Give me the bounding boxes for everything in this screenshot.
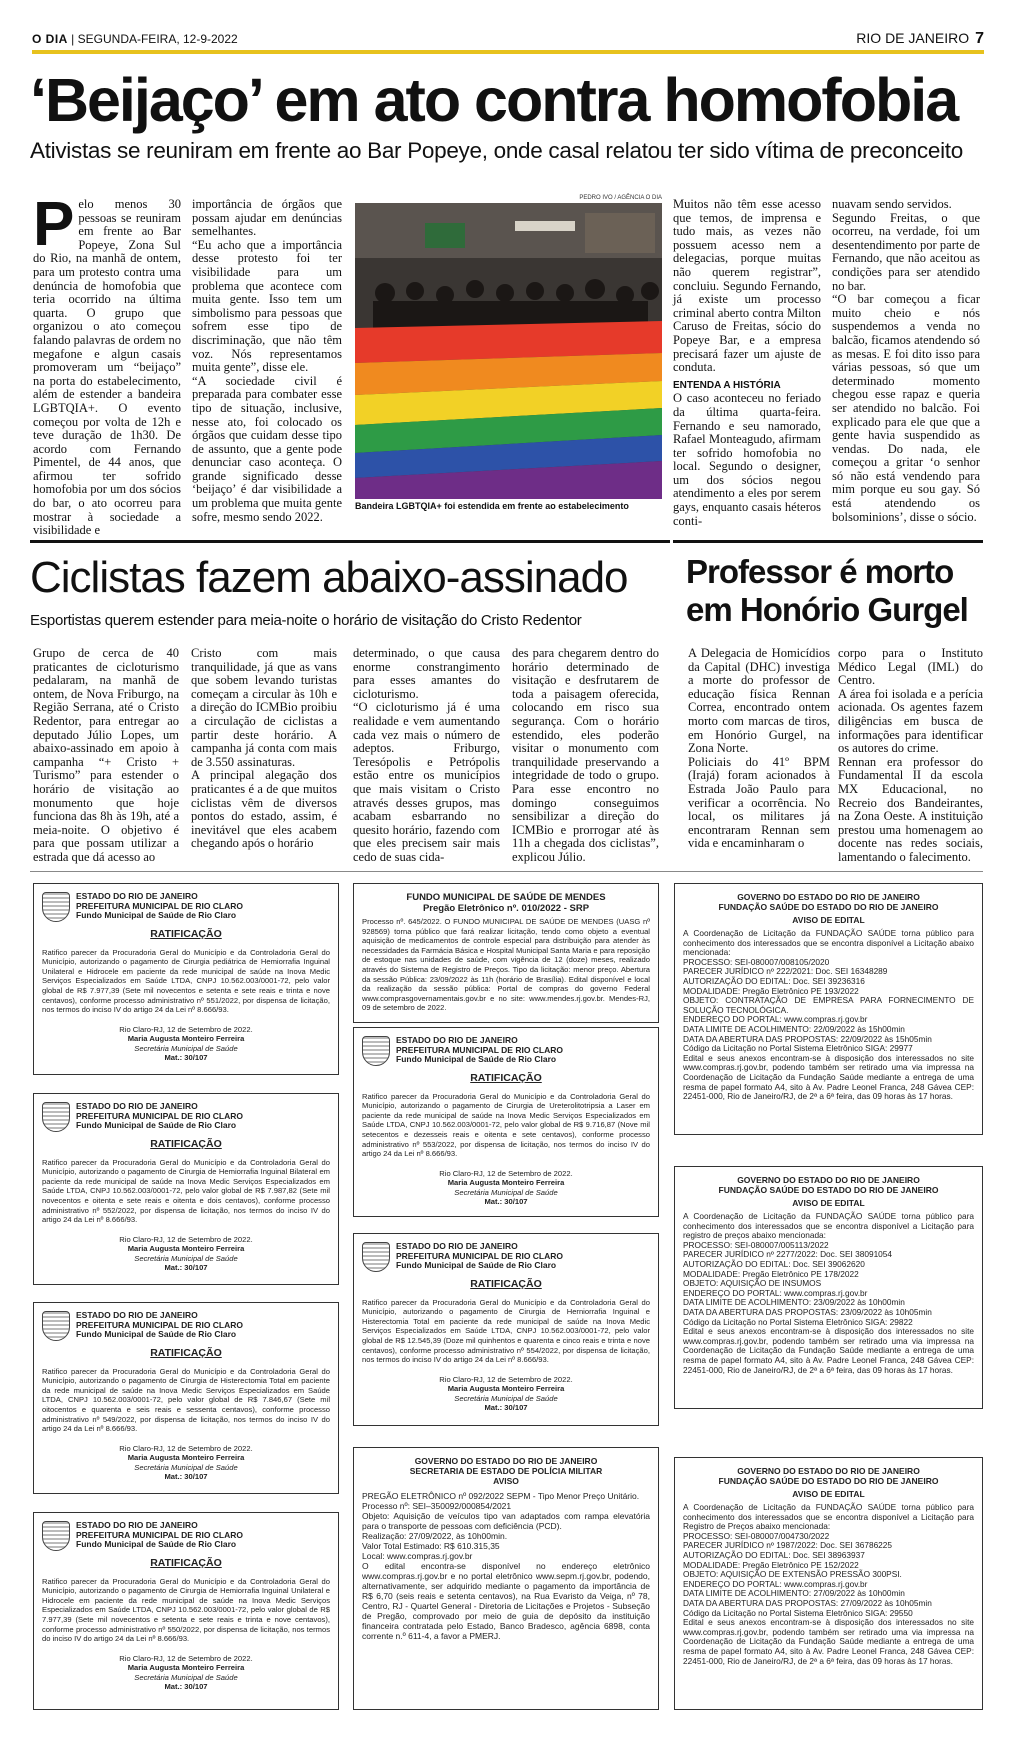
- story3-column-1: A Delegacia de Homicídios da Capital (DHC) investiga a morte do professor de educação física Rennan Correa, encontrado ontem morto com marcas de tiros, em Honório Gurgel, na Zona Norte. Policiais do 41º BPM (Irajá) foram acionados à Estrada João Paulo para verificar a ocorrência. No local, os militares já encontraram Rennan sem vida e encaminharam o: [688, 646, 830, 851]
- ad-signature: Rio Claro-RJ, 12 de Setembro de 2022. Maria Augusta Monteiro Ferreira Secretária Municipal de Saúde Mat.: 30/107: [119, 1653, 253, 1692]
- page-header: O DIA | SEGUNDA-FEIRA, 12-9-2022 RIO DE JANEIRO 7: [32, 30, 984, 54]
- ad-signature: Rio Claro-RJ, 12 de Setembro de 2022. Maria Augusta Monteiro Ferreira Secretária Municipal de Saúde Mat.: 30/107: [119, 1443, 253, 1482]
- ad-header-line: ESTADO DO RIO DE JANEIRO: [396, 1241, 518, 1251]
- ad-title: RATIFICAÇÃO: [470, 1072, 542, 1084]
- ad-subtitle: Pregão Eletrônico nº. 010/2022 - SRP: [422, 903, 590, 914]
- ad-body: Ratifico parecer da Procuradoria Geral do Município e da Controladoria Geral do Município, autorizando o pagamento de Cirurgia de Hemiorrafia Inguinal Bilateral em paciente da rede municipal de saúde na Inova Medic Serviços Especializados em Saúde LTDA, CNPJ 10.562.003/0001-72, pelo valor global de R$ 7.987,82 (Sete mil novecentos e oitenta e sete reais e oitenta e dois centavos), conforme processo administrativo nº 552/2022, por dispensa de licitação, nos termos do inciso IV do artigo 24 da Lei nº 8.666/93.: [42, 1157, 330, 1225]
- ad-body: Processo nº. 645/2022. O FUNDO MUNICIPAL DE SAÚDE DE MENDES (UASG nº 928569) torna público que fará realizar licitação, tendo como objeto a eventual aquisição de medicamentos de controle especial para distribuição para atender às necessidades da Farmácia Básica e Hospital Municipal Santa Maria e para reposição de estoque nas unidades de saúde, com vigência de 12 (doze) meses, realizado através do Sistema de Registro de Preços. Tipo da licitação: menor preço. Abertura da sessão Pública: 23/09/2022 às 11h (horário de Brasília). Edital disponível e local da realização da sessão pública: Portal de compras do governo Federal www.comprasgovernamentais.gov.br e no site: www.mendes.rj.gov.br. Mendes-RJ, 09 de setembro de 2022.: [362, 917, 650, 1013]
- ad-title: AVISO DE EDITAL: [792, 915, 865, 925]
- coat-of-arms-icon: [362, 1036, 390, 1066]
- drop-cap: P: [33, 190, 75, 259]
- story1-column-4: nuavam sendo servidos. Segundo Freitas, o que ocorreu, na verdade, foi um desentendimento por parte de Fernando, que não aceitou as condições para ser atendido no bar. “O bar começou a ficar muito cheio e nós suspendemos a venda no balcão, ficamos atendendo só as mesas. E foi dito isso para várias pessoas, só que um determinado momento chegou esse rapaz e queria ser atendido no balcão. Foi explicado para ele que que a gente havia suspendido as vendas. Do nada, ele começou a gritar ‘o senhor só não está vendendo para mim porque eu sou gay. Só está atendendo os bolsominions’, disse o sócio.: [832, 197, 980, 524]
- ad-header-line: GOVERNO DO ESTADO DO RIO DE JANEIRO: [737, 1466, 920, 1476]
- story3-title: Professor é morto em Honório Gurgel: [686, 553, 968, 628]
- brand-name: O DIA: [32, 32, 68, 46]
- ad-body: Ratifico parecer da Procuradoria Geral do Município e da Controladoria Geral do Município, autorizando o pagamento de Cirurgia de Herniorrafia Inguinal e Histerectomia Total em paciente da rede municipal de saúde na Inova Medic Serviços Especializados em Saúde LTDA, CNPJ 10.562.003/0001-72, pelo valor global de R$ 12.545,39 (Doze mil quinhentos e quarenta e cinco reais e trinta e nove centavos), conforme processo administrativo nº 554/2022, por dispensa de licitação, nos termos do inciso IV do artigo 24 da Lei nº 8.666/93.: [362, 1297, 650, 1365]
- story1-column-1: [33, 190, 181, 538]
- ad-header-line: ESTADO DO RIO DE JANEIRO: [76, 1520, 198, 1530]
- ad-header-line: GOVERNO DO ESTADO DO RIO DE JANEIRO: [737, 892, 920, 902]
- ad-header-line: ESTADO DO RIO DE JANEIRO: [76, 891, 198, 901]
- story2-column-2: Cristo com mais tranquilidade, já que as vans que sobem levando turistas começam a circular às 10h e a direção do ICMBio proibiu a circulação de ciclistas a partir deste horário. A campanha já conta com mais de 3.550 assinaturas. A principal alegação dos praticantes é a de que muitos ciclistas vêm de diversos pontos do estado, assim, é inevitável que eles acabem chegando após o horário: [191, 646, 337, 851]
- story2-column-1: Grupo de cerca de 40 praticantes de cicloturismo pedalaram, na manhã de ontem, de Nova Friburgo, na Região Serrana, até o Cristo Redentor, para entregar ao deputado Júlio Lopes, um abaixo-assinado em apoio à campanha “+ Cristo + Turismo” para estender o horário de visitação ao monumento que hoje funciona das 8h às 19h, até a meia-noite. O objetivo é para que possam utilizar a estrada que dá acesso ao: [33, 646, 179, 864]
- ad-header-line: ESTADO DO RIO DE JANEIRO: [76, 1310, 198, 1320]
- ad-title: FUNDO MUNICIPAL DE SAÚDE DE MENDES: [406, 892, 606, 903]
- header-date: SEGUNDA-FEIRA, 12-9-2022: [77, 32, 238, 46]
- ad-rio-claro-3: [33, 1302, 339, 1494]
- ad-header-line: Fundo Municipal de Saúde de Rio Claro: [76, 1329, 237, 1339]
- ad-header-line: SECRETARIA DE ESTADO DE POLÍCIA MILITAR: [409, 1466, 603, 1476]
- page-number: 7: [975, 30, 984, 47]
- story1-column-2: importância de órgãos que possam ajudar em denúncias semelhantes. “Eu acho que a importância desse protesto foi ter visibilidade para um problema que acontece com muita gente. Isso tem um simbolismo para pessoas que sofrem esse tipo de discriminação, que não têm voz. Nós representamos muita gente”, disse ele. “A sociedade civil é preparada para combater esse tipo de situação, inclusive, nesse ato, foi colocado os órgãos que cuidam desse tipo de assunto, que a gente pode denunciar caso aconteça. O grande significado desse ‘beijaço’ é dar visibilidade a um problema que muita gente sofre, mesmo sendo 2022.: [192, 197, 342, 524]
- ad-body: A Coordenação de Licitação da FUNDAÇÃO SAÚDE torna público para conhecimento dos interessados que se encontra disponível a Licitação para registro de preços abaixo mencionada: PROCESSO: SEI-080007/005113/2022 PARECER JURÍDICO nº 2277/2022: Doc. SEI 38091054 AUTORIZAÇÃO DO EDITAL: Doc. SEI 39062620 MODALIDADE: Pregão Eletrônico PE 178/2022 OBJETO: AQUISIÇÃO DE INSUMOS ENDEREÇO DO PORTAL: www.compras.rj.gov.br DATA LIMITE DE ACOLHIMENTO: 23/09/2022 às 10h00min DATA DA ABERTURA DAS PROPOSTAS: 23/09/2022 às 10h05min Código da Licitação no Portal Sistema Eletrônico SIGA: 29822 Edital e seus anexos encontram-se à disposição dos interessados no site www.compras.rj.gov.br, podendo também ser retirado uma via impressa na Coordenação de Licitação da Fundação Saúde mediante a entrega de uma resma de papel formato A4, sito à Av. Padre Leonel Franca, 248 Gávea CEP: 22451-000, Rio de Janeiro/RJ, de 2ª a 6ª feira, das 09 horas às 17 horas.: [683, 1211, 974, 1375]
- section-name: RIO DE JANEIRO: [856, 30, 970, 46]
- ad-header-line: FUNDAÇÃO SAÚDE DO ESTADO DO RIO DE JANEIRO: [718, 1185, 939, 1195]
- ad-header-line: Fundo Municipal de Saúde de Rio Claro: [396, 1054, 557, 1064]
- ad-title: AVISO DE EDITAL: [792, 1198, 865, 1208]
- ad-body: Ratifico parecer da Procuradoria Geral do Município e da Controladoria Geral do Município, autorizando o pagamento de Cirurgia de Histerectomia Total em paciente da rede municipal de saúde na Inova Medic Serviços Especializados em Saúde LTDA, CNPJ 10.562.003/0001-72, pelo valor global de R$ 7.846,67 (Sete mil oitocentos e quarenta e seis reais e sessenta centavos), conforme processo administrativo nº 549/2022, por dispensa de licitação, nos termos do inciso IV do artigo 24 da Lei nº 8.666/93.: [42, 1366, 330, 1434]
- story2-column-3: determinado, o que causa enorme constrangimento para esses amantes do cicloturismo. “O cicloturismo já é uma realidade e vem aumentando cada vez mais o número de adeptos. Friburgo, Teresópolis e Petrópolis estão entre os municípios que mais visitam o Cristo através desses grupos, mas acabam esbarrando no quesito horário, fazendo com que eles precisem sair mais cedo de suas cida-: [353, 646, 500, 864]
- ad-title: RATIFICAÇÃO: [150, 1347, 222, 1359]
- story1-subtitle: Ativistas se reuniram em frente ao Bar Popeye, onde casal relatou ter sido vítima de preconceito: [30, 138, 963, 163]
- ad-header-line: PREFEITURA MUNICIPAL DE RIO CLARO: [76, 1319, 244, 1330]
- coat-of-arms-icon: [42, 1102, 70, 1132]
- ad-header-line: Fundo Municipal de Saúde de Rio Claro: [76, 910, 237, 920]
- ad-policia-militar: [353, 1447, 659, 1710]
- ad-title: RATIFICAÇÃO: [470, 1278, 542, 1290]
- ad-header-line: GOVERNO DO ESTADO DO RIO DE JANEIRO: [414, 1456, 598, 1466]
- ad-title: AVISO: [493, 1476, 519, 1486]
- ad-header-line: PREFEITURA MUNICIPAL DE RIO CLARO: [76, 900, 244, 911]
- photo-caption: Bandeira LGBTQIA+ foi estendida em frente ao estabelecimento: [355, 501, 629, 511]
- story1-col3-text-a: Muitos não têm esse acesso que temos, de imprensa e tudo mais, as vezes não possuem acesso nem a delegacias, porque muitas não querem registrar”, concluiu. Segundo Fernando, já existe um processo criminal aberto contra Milton Caruso de Freitas, sócio do Popeye Bar, e a empresa precisará fazer um ajuste de conduta.: [673, 197, 821, 375]
- ad-body: A Coordenação de Licitação da FUNDAÇÃO SAÚDE torna público para conhecimento dos interessados que se encontra disponível a Licitação para Registro de Preços abaixo mencionada: PROCESSO: SEI-080007/004730/2022 PARECER JURÍDICO nº 1987/2022: Doc. SEI 36786225 AUTORIZAÇÃO DO EDITAL: Doc. SEI 38963937 MODALIDADE: Pregão Eletrônico PE 152/2022 OBJETO: AQUISIÇÃO DE EXTENSÃO PRESSÃO 300PSI. ENDEREÇO DO PORTAL: www.compras.rj.gov.br DATA LIMITE DE ACOLHIMENTO: 27/09/2022 às 10h00min DATA DA ABERTURA DAS PROPOSTAS: 27/09/2022 às 10h05min Código da Licitação no Portal Sistema Eletrônico SIGA: 29550 Edital e seus anexos encontram-se à disposição dos interessados no site www.compras.rj.gov.br, podendo também ser retirado uma via impressa na Coordenação de Licitação da Fundação Saúde mediante a entrega de uma resma de papel formato A4, sito à Av. Padre Leonel Franca, 248 Gávea CEP: 22451-000, Rio de Janeiro/RJ, de 2ª a 6ª feira, das 09 horas às 17 horas.: [683, 1502, 974, 1666]
- ad-rio-claro-2: [33, 1093, 339, 1285]
- story2-subtitle: Esportistas querem estender para meia-noite o horário de visitação do Cristo Redentor: [30, 612, 582, 629]
- ad-signature: Rio Claro-RJ, 12 de Setembro de 2022. Maria Augusta Monteiro Ferreira Secretária Municipal de Saúde Mat.: 30/107: [439, 1374, 573, 1413]
- ad-title: AVISO DE EDITAL: [792, 1489, 865, 1499]
- story1-column-3: [673, 197, 821, 528]
- ads-divider: [30, 871, 983, 872]
- story1-subhead: ENTENDA A HISTÓRIA: [673, 379, 781, 391]
- ad-header-line: ESTADO DO RIO DE JANEIRO: [396, 1035, 518, 1045]
- ad-rio-claro-6: [353, 1233, 659, 1426]
- story2-title: Ciclistas fazem abaixo-assinado: [30, 553, 628, 602]
- ad-header-line: PREFEITURA MUNICIPAL DE RIO CLARO: [76, 1529, 244, 1540]
- ad-rio-claro-1: [33, 883, 339, 1075]
- coat-of-arms-icon: [362, 1242, 390, 1272]
- ad-header-line: Fundo Municipal de Saúde de Rio Claro: [76, 1120, 237, 1130]
- coat-of-arms-icon: [42, 1521, 70, 1551]
- ad-body: A Coordenação de Licitação da FUNDAÇÃO SAÚDE torna público para conhecimento dos interessados que se encontra disponível a Licitação abaixo mencionada: PROCESSO: SEI-080007/008105/2020 PARECER JURÍDICO nº 222/2021: Doc. SEI 16348289 AUTORIZAÇÃO DO EDITAL: Doc. SEI 39236316 MODALIDADE: Pregão Eletrônico PE 193/2022 OBJETO: CONTRATAÇÃO DE EMPRESA PARA FORNECIMENTO DE SOLUÇÃO TECNOLÓGICA. ENDEREÇO DO PORTAL: www.compras.rj.gov.br DATA LIMITE DE ACOLHIMENTO: 22/09/2022 às 15h00min DATA DA ABERTURA DAS PROPOSTAS: 22/09/2022 às 15h05min Código da Licitação no Portal Sistema Eletrônico SIGA: 29977 Edital e seus anexos encontram-se à disposição dos interessados no site www.compras.rj.gov.br, podendo também ser retirado uma via impressa na Coordenação de Licitação da Fundação Saúde mediante a entrega de uma resma de papel formato A4, sito à Av. Padre Leonel Franca, 248 Gávea CEP: 22451-000, Rio de Janeiro/RJ, de 2ª a 6ª feira, das 09 horas às 17 horas.: [683, 928, 974, 1102]
- ad-body: Ratifico parecer da Procuradoria Geral do Município e da Controladoria Geral do Município, autorizando o pagamento de Cirurgia de Ureterolitotripsia a Laser em paciente da rede municipal de saúde na Inova Medic Serviços Especializados em Saúde LTDA, CNPJ 10.562.003/0001-72, pelo valor global de R$ 9.716,87 (Nove mil setecentos e dezesseis reais e oitenta e sete centavos), conforme processo administrativo nº 553/2022, por dispensa de licitação, nos termos do inciso IV do artigo 24 da Lei nº 8.666/93.: [362, 1091, 650, 1159]
- ad-header-line: PREFEITURA MUNICIPAL DE RIO CLARO: [76, 1110, 244, 1121]
- story3-column-2: corpo para o Instituto Médico Legal (IML) do Centro. A área foi isolada e a perícia acionada. Os agentes fazem diligências em busca de informações para identificar os autores do crime. Rennan era professor do Fundamental II da escola MX Educacional, no Recreio dos Bandeirantes, na Zona Oeste. A instituição prestou uma homenagem ao docente nas redes sociais, lamentando o falecimento.: [838, 646, 983, 864]
- ad-rio-claro-4: [33, 1512, 339, 1710]
- ad-body: PREGÃO ELETRÔNICO nº 092/2022 SEPM - Tipo Menor Preço Unitário. Processo nº: SEI–350092/000854/2021 Objeto: Aquisição de veículos tipo van adaptados com rampa elevatória para o transporte de pessoas com deficiência (PCD). Realização: 27/09/2022, às 10h00min. Valor Total Estimado: R$ 610.315,35 Local: www.compras.rj.gov.br O edital encontra-se disponível no endereço eletrônico www.compras.rj.gov.br e no portal eletrônico www.sepm.rj.gov.br, podendo, alternativamente, ser adquirido mediante o pagamento da importância de R$ 6,70 (seis reais e setenta centavos), na Rua Evaristo da Veiga, nº 78, Centro, RJ - Quartel General - Diretoria de Licitações e Projetos - Subseção de Pregão, comprovado por meio de guia de depósito da instituição financeira contratada pelo Estado, Banco Bradesco, agência 6898, conta corrente n.º 611-4, a favor a PMERJ.: [362, 1491, 650, 1641]
- ad-header-line: ESTADO DO RIO DE JANEIRO: [76, 1101, 198, 1111]
- story1-photo: [355, 195, 662, 511]
- ad-signature: Rio Claro-RJ, 12 de Setembro de 2022. Maria Augusta Monteiro Ferreira Secretária Municipal de Saúde Mat.: 30/107: [119, 1024, 253, 1063]
- ad-fundacao-saude-2: [674, 1166, 983, 1409]
- ad-body: Ratifico parecer da Procuradoria Geral do Município e da Controladoria Geral do Município, autorizando o pagamento de Cirurgia pediátrica de Hemiorrafia Inguinal Unilateral e Hidrocele em paciente da rede municipal de saúde na Inova Medic Serviços Especializados em Saúde LTDA, CNPJ 10.562.003/0001-72, pelo valor global de R$ 7.977,39 (Sete mil novecentos e setenta e sete reais e trinta e nove centavos), conforme processo administrativo nº 551/2022, por dispensa de licitação, nos termos do inciso IV do artigo 24 da Lei nº 8.666/93.: [42, 947, 330, 1015]
- ad-header-line: Fundo Municipal de Saúde de Rio Claro: [396, 1260, 557, 1270]
- coat-of-arms-icon: [42, 892, 70, 922]
- ad-body: Ratifico parecer da Procuradoria Geral do Município e da Controladoria Geral do Município, autorizando o pagamento de Cirurgia de Hemiorrafia Inguinal Unilateral e Hidrocele em paciente da rede municipal de saúde na Inova Medic Serviços Especializados em Saúde LTDA, CNPJ 10.562.003/0001-72, pelo valor global de R$ 7.977,39 (Sete mil novecentos e setenta e sete reais e trinta e nove centavos), conforme processo administrativo nº 550/2022, por dispensa de licitação, nos termos do inciso IV do artigo 24 da Lei nº 8.666/93.: [42, 1576, 330, 1644]
- divider-rule: [30, 540, 670, 543]
- ad-header-line: PREFEITURA MUNICIPAL DE RIO CLARO: [396, 1250, 564, 1261]
- ad-header-line: PREFEITURA MUNICIPAL DE RIO CLARO: [396, 1044, 564, 1055]
- rainbow-flag-photo: [355, 203, 662, 499]
- ad-title: RATIFICAÇÃO: [150, 928, 222, 940]
- ad-header-line: FUNDAÇÃO SAÚDE DO ESTADO DO RIO DE JANEIRO: [718, 1476, 939, 1486]
- ad-mendes: [353, 883, 659, 1023]
- story1-col3-text-b: O caso aconteceu no feriado da última quarta-feira. Fernando e seu namorado, Rafael Monteagudo, afirmam ter sofrido homofobia no local. Segundo o designer, um dos sócios negou atendimento a eles por serem gays, enquanto casais héteros conti-: [673, 391, 821, 528]
- ad-header-line: FUNDAÇÃO SAÚDE DO ESTADO DO RIO DE JANEIRO: [718, 902, 939, 912]
- ad-rio-claro-5: [353, 1027, 659, 1217]
- ad-signature: Rio Claro-RJ, 12 de Setembro de 2022. Maria Augusta Monteiro Ferreira Secretária Municipal de Saúde Mat.: 30/107: [119, 1234, 253, 1273]
- story1-col1-text: elo menos 30 pessoas se reuniram em frente ao Bar Popeye, Zona Sul do Rio, na manhã de ontem, para um protesto contra uma denúncia de homofobia que teria ocorrido na última quarta. O grupo que organizou o ato começou falando palavras de ordem no megafone e algun casais promoveram um “beijaço” na porta do estabelecimento, além de estender a bandeira LGBTQIA+. O evento começou por volta de 12h e teve duração de 1h30. De acordo com Fernando Pimentel, de 44 anos, que afirmou ter sofrido homofobia por um dos sócios do bar, o ato ocorreu para mostrar à sociedade a visibilidade e: [33, 197, 181, 538]
- ad-signature: Rio Claro-RJ, 12 de Setembro de 2022. Maria Augusta Monteiro Ferreira Secretária Municipal de Saúde Mat.: 30/107: [439, 1168, 573, 1207]
- photo-credit: PEDRO IVO / AGÊNCIA O DIA: [579, 195, 662, 201]
- coat-of-arms-icon: [42, 1311, 70, 1341]
- ad-fundacao-saude-1: [674, 883, 983, 1135]
- ad-header-line: GOVERNO DO ESTADO DO RIO DE JANEIRO: [737, 1175, 920, 1185]
- ad-fundacao-saude-3: [674, 1457, 983, 1710]
- ad-header-line: Fundo Municipal de Saúde de Rio Claro: [76, 1539, 237, 1549]
- story1-title: ‘Beijaço’ em ato contra homofobia: [30, 66, 958, 134]
- ad-title: RATIFICAÇÃO: [150, 1138, 222, 1150]
- ad-title: RATIFICAÇÃO: [150, 1557, 222, 1569]
- divider-rule: [673, 540, 983, 543]
- story2-column-4: des para chegarem dentro do horário determinado de visitação e desfrutarem de toda a paisagem oferecida, colocando em risco sua segurança. Com o horário estendido, eles poderão visitar o monumento com tranquilidade preservando a integridade de todo o grupo. Para esse encontro no domingo conseguimos sensibilizar a direção do ICMBio e prorrogar até às 11h a chegada dos ciclistas”, explicou Júlio.: [512, 646, 659, 864]
